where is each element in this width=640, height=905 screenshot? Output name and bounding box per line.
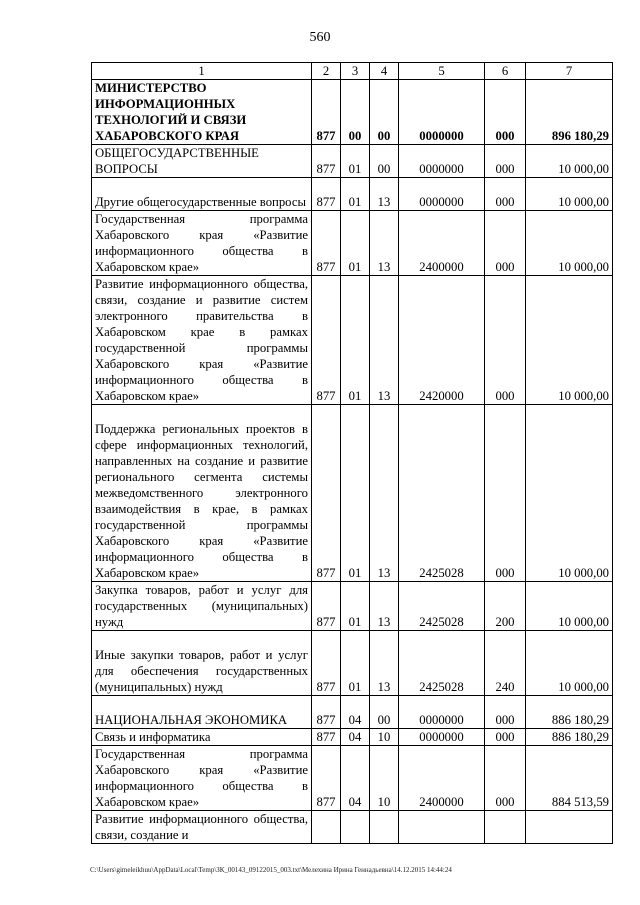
row-name: Другие общегосударственные вопросы xyxy=(92,178,312,211)
section-code: 01 xyxy=(341,582,370,631)
table-row xyxy=(92,80,613,145)
row-name: Развитие информационного общества, связи, создание и xyxy=(92,811,312,844)
row-name: Связь и информатика xyxy=(92,729,312,746)
row-name: МИНИСТЕРСТВО ИНФОРМАЦИОННЫХ ТЕХНОЛОГИЙ И СВЯЗИ ХАБАРОВСКОГО КРАЯ xyxy=(92,80,312,145)
expense-type-code: 000 xyxy=(485,276,526,405)
row-name: Поддержка региональных проектов в сфере информационных технологий, направленных на создание и развитие регионального сегмента системы межведомственного электронного взаимодействия в крае, в рамках государственной программы Хабаровского края «Развитие информационного общества в Хабаровском крае» xyxy=(92,405,312,582)
ministry-code: 877 xyxy=(312,405,341,582)
expense-type-code xyxy=(485,811,526,844)
table-row xyxy=(92,811,613,844)
target-code: 0000000 xyxy=(399,729,485,746)
target-code: 0000000 xyxy=(399,80,485,145)
amount: 10 000,00 xyxy=(526,405,613,582)
expense-type-code: 000 xyxy=(485,178,526,211)
ministry-code: 877 xyxy=(312,582,341,631)
subsection-code: 10 xyxy=(370,746,399,811)
amount: 884 513,59 xyxy=(526,746,613,811)
subsection-code: 00 xyxy=(370,145,399,178)
subsection-code: 00 xyxy=(370,80,399,145)
target-code: 0000000 xyxy=(399,696,485,729)
ministry-code: 877 xyxy=(312,178,341,211)
table-row xyxy=(92,729,613,746)
ministry-code: 877 xyxy=(312,729,341,746)
target-code xyxy=(399,811,485,844)
target-code: 2420000 xyxy=(399,276,485,405)
subsection-code: 13 xyxy=(370,276,399,405)
expense-type-code: 000 xyxy=(485,729,526,746)
section-code: 04 xyxy=(341,696,370,729)
amount xyxy=(526,811,613,844)
row-name: Государственная программа Хабаровского края «Развитие информационного общества в Хабаровском крае» xyxy=(92,746,312,811)
section-code: 01 xyxy=(341,178,370,211)
subsection-code: 13 xyxy=(370,631,399,696)
ministry-code xyxy=(312,811,341,844)
section-code: 01 xyxy=(341,631,370,696)
amount: 10 000,00 xyxy=(526,631,613,696)
table-row xyxy=(92,211,613,276)
budget-table xyxy=(91,62,613,844)
amount: 10 000,00 xyxy=(526,276,613,405)
expense-type-code: 000 xyxy=(485,405,526,582)
table-row xyxy=(92,582,613,631)
expense-type-code: 000 xyxy=(485,80,526,145)
column-numbers-row xyxy=(92,63,613,80)
ministry-code: 877 xyxy=(312,746,341,811)
subsection-code: 13 xyxy=(370,405,399,582)
column-number: 7 xyxy=(526,63,613,80)
amount: 886 180,29 xyxy=(526,729,613,746)
subsection-code xyxy=(370,811,399,844)
row-name: Иные закупки товаров, работ и услуг для обеспечения государственных (муниципальных) нужд xyxy=(92,631,312,696)
expense-type-code: 000 xyxy=(485,696,526,729)
subsection-code: 00 xyxy=(370,696,399,729)
section-code: 04 xyxy=(341,746,370,811)
target-code: 0000000 xyxy=(399,178,485,211)
section-code: 00 xyxy=(341,80,370,145)
ministry-code: 877 xyxy=(312,276,341,405)
expense-type-code: 000 xyxy=(485,211,526,276)
section-code: 01 xyxy=(341,145,370,178)
ministry-code: 877 xyxy=(312,211,341,276)
column-number: 1 xyxy=(92,63,312,80)
file-path-footer: C:\Users\gimeleikhuu\AppData\Local\Temp\ЗК_00143_09122015_003.txt\Мелехина Ирина Геннадьевна\14.12.2015 14:44:24 xyxy=(90,866,452,874)
table-row xyxy=(92,696,613,729)
table-row xyxy=(92,145,613,178)
column-number: 6 xyxy=(485,63,526,80)
subsection-code: 13 xyxy=(370,582,399,631)
row-name: НАЦИОНАЛЬНАЯ ЭКОНОМИКА xyxy=(92,696,312,729)
row-name: Закупка товаров, работ и услуг для государственных (муниципальных) нужд xyxy=(92,582,312,631)
ministry-code: 877 xyxy=(312,80,341,145)
target-code: 2425028 xyxy=(399,405,485,582)
target-code: 2425028 xyxy=(399,582,485,631)
section-code: 01 xyxy=(341,405,370,582)
column-number: 3 xyxy=(341,63,370,80)
column-number: 2 xyxy=(312,63,341,80)
subsection-code: 13 xyxy=(370,211,399,276)
section-code: 04 xyxy=(341,729,370,746)
table-row xyxy=(92,631,613,696)
section-code: 01 xyxy=(341,276,370,405)
amount: 896 180,29 xyxy=(526,80,613,145)
column-number: 5 xyxy=(399,63,485,80)
subsection-code: 13 xyxy=(370,178,399,211)
amount: 10 000,00 xyxy=(526,145,613,178)
amount: 886 180,29 xyxy=(526,696,613,729)
amount: 10 000,00 xyxy=(526,178,613,211)
row-name: Развитие информационного общества, связи, создание и развитие систем электронного правительства в Хабаровском крае в рамках государственной программы Хабаровского края «Развитие информационного общества в Хабаровском крае» xyxy=(92,276,312,405)
subsection-code: 10 xyxy=(370,729,399,746)
target-code: 0000000 xyxy=(399,145,485,178)
amount: 10 000,00 xyxy=(526,211,613,276)
row-name: Государственная программа Хабаровского края «Развитие информационного общества в Хабаровском крае» xyxy=(92,211,312,276)
table-row xyxy=(92,746,613,811)
section-code: 01 xyxy=(341,211,370,276)
expense-type-code: 240 xyxy=(485,631,526,696)
target-code: 2400000 xyxy=(399,746,485,811)
amount: 10 000,00 xyxy=(526,582,613,631)
column-number: 4 xyxy=(370,63,399,80)
row-name: ОБЩЕГОСУДАРСТВЕННЫЕ ВОПРОСЫ xyxy=(92,145,312,178)
target-code: 2425028 xyxy=(399,631,485,696)
table-row xyxy=(92,405,613,582)
ministry-code: 877 xyxy=(312,696,341,729)
page-number: 560 xyxy=(309,30,331,45)
expense-type-code: 000 xyxy=(485,746,526,811)
ministry-code: 877 xyxy=(312,145,341,178)
ministry-code: 877 xyxy=(312,631,341,696)
section-code xyxy=(341,811,370,844)
expense-type-code: 200 xyxy=(485,582,526,631)
target-code: 2400000 xyxy=(399,211,485,276)
table-row xyxy=(92,276,613,405)
expense-type-code: 000 xyxy=(485,145,526,178)
table-row xyxy=(92,178,613,211)
